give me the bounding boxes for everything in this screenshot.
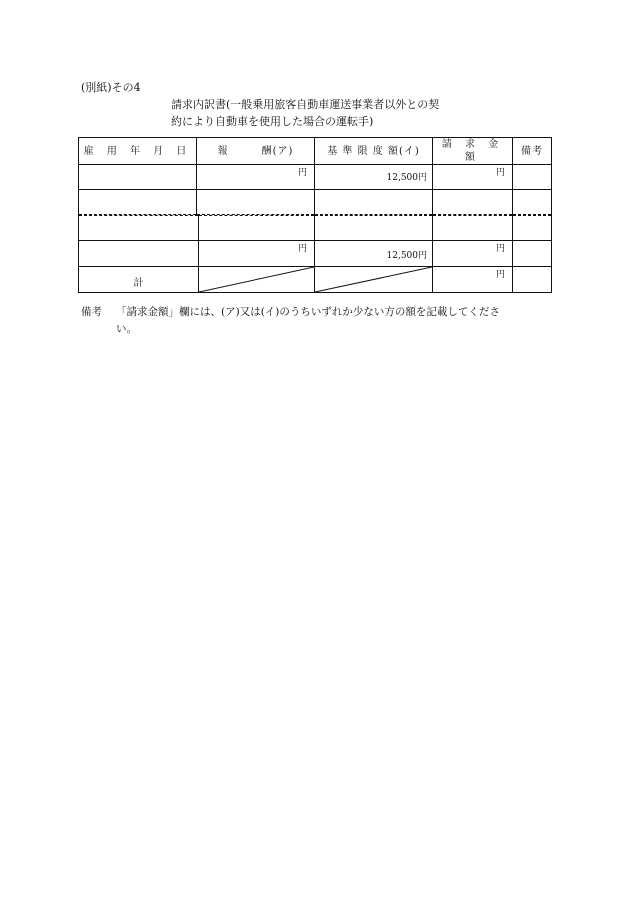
- cell-limit-amount: [315, 165, 433, 190]
- cell-claim-total: [433, 267, 513, 293]
- cell-compensation: [199, 216, 315, 241]
- breakdown-table-top: [78, 137, 552, 215]
- diagonal-strike-line: [199, 267, 314, 292]
- cell-claim-amount: [433, 165, 513, 190]
- cell-employment-date: [79, 165, 197, 190]
- table-header-row: [79, 138, 552, 165]
- cell-employment-date: [79, 241, 199, 267]
- cell-claim-amount: [433, 216, 513, 241]
- cell-remarks: [513, 165, 552, 190]
- cell-compensation: [197, 165, 315, 190]
- cell-compensation: [199, 241, 315, 267]
- yen-unit: 円: [495, 168, 505, 178]
- remarks-note-line-2: い。: [116, 323, 137, 335]
- total-row: [79, 267, 552, 293]
- cell-limit-amount: [315, 190, 433, 215]
- table-row: [79, 165, 552, 190]
- cell-claim-amount: [433, 190, 513, 215]
- limit-amount-value: 12,500円: [386, 251, 427, 261]
- diagonal-strike-line: [315, 267, 432, 292]
- limit-amount-value: 12,500円: [386, 173, 427, 183]
- cell-remarks: [513, 241, 552, 267]
- cell-employment-date: [79, 216, 199, 241]
- cell-total-label: [79, 267, 199, 293]
- cell-remarks: [513, 267, 552, 293]
- header-claim-amount: 請 求 金 額: [433, 138, 513, 165]
- yen-unit: 円: [297, 168, 307, 178]
- remarks-note-text: [81, 304, 551, 338]
- breakdown-table-bottom: [78, 215, 552, 293]
- remarks-note: [81, 304, 551, 338]
- cell-claim-amount: [433, 241, 513, 267]
- total-label: 計: [133, 278, 144, 289]
- cell-compensation-total-void: [199, 267, 315, 293]
- document-title-line-1: 請求内訳書(一般乗用旅客自動車運送事業者以外との契: [171, 98, 440, 111]
- header-compensation: 報 酬(ア): [197, 138, 315, 165]
- cell-employment-date: [79, 190, 197, 215]
- cell-remarks: [513, 190, 552, 215]
- table-row: [79, 216, 552, 241]
- yen-unit: 円: [495, 270, 505, 280]
- cell-compensation: [197, 190, 315, 215]
- page-label: (別紙)その4: [81, 81, 141, 94]
- header-remarks: 備考: [513, 138, 552, 165]
- cell-remarks: [513, 216, 552, 241]
- remarks-note-label: 備考: [81, 306, 102, 318]
- cell-limit-amount: [315, 216, 433, 241]
- cell-limit-amount: [315, 241, 433, 267]
- table-row: [79, 241, 552, 267]
- header-limit-amount: 基 準 限 度 額(イ): [315, 138, 433, 165]
- header-employment-date: 雇 用 年 月 日: [79, 138, 197, 165]
- yen-unit: 円: [495, 244, 505, 254]
- document-title: [171, 96, 439, 130]
- yen-unit: 円: [297, 244, 307, 254]
- table-row: [79, 190, 552, 215]
- remarks-note-line-1: 「請求金額」欄には、(ア)又は(イ)のうちいずれか少ない方の額を記載してくださ: [116, 306, 500, 318]
- document-title-line-2: 約により自動車を使用した場合の運転手): [171, 115, 374, 128]
- cell-limit-total-void: [315, 267, 433, 293]
